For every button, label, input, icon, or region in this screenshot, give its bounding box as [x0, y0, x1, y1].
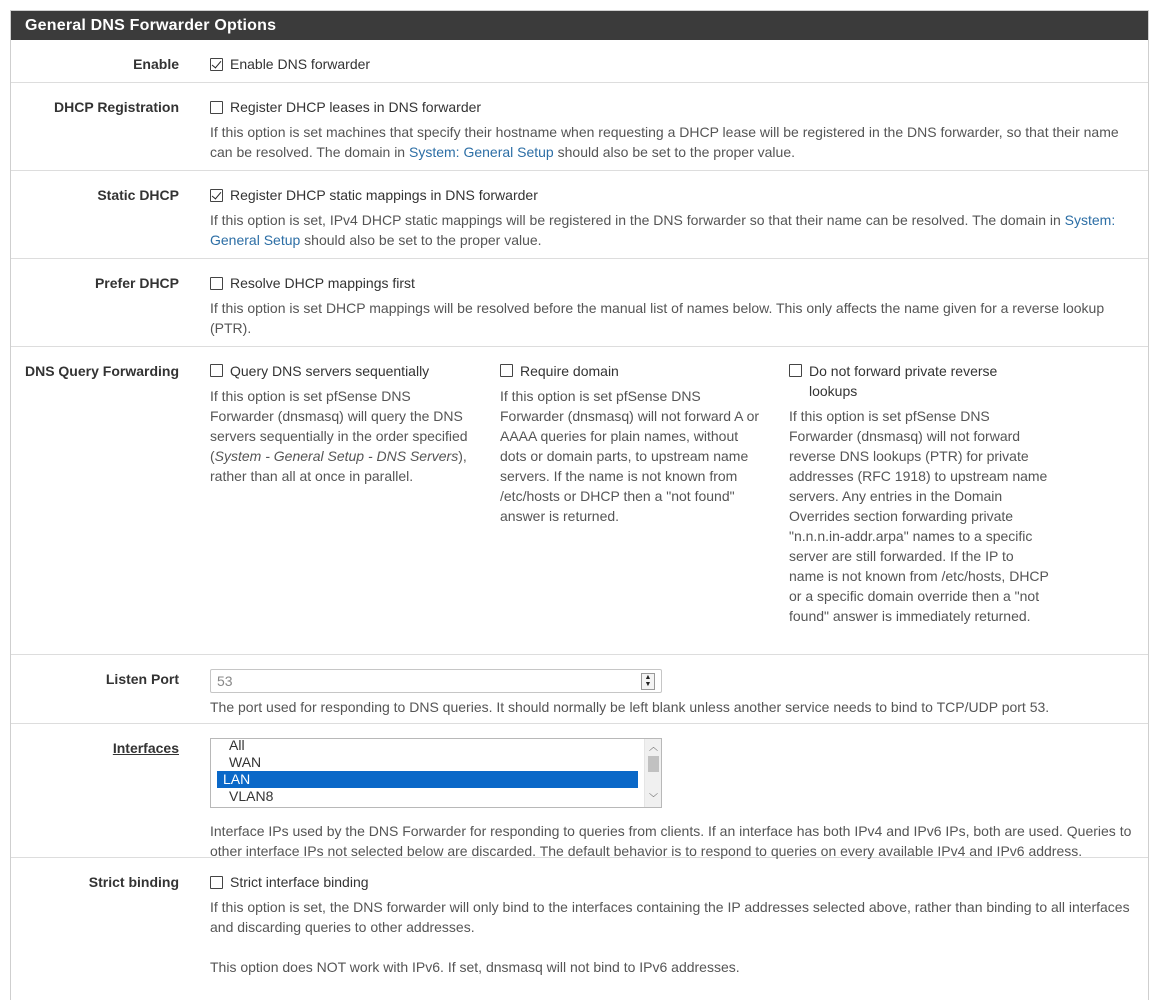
- static-dhcp-row: [11, 171, 1148, 259]
- scroll-up-icon[interactable]: ︿: [648, 742, 658, 752]
- dhcp-registration-row: [11, 83, 1148, 171]
- dns-query-forwarding-row: [11, 347, 1148, 655]
- checkbox-checked-icon[interactable]: [210, 58, 223, 71]
- dhcp-registration-help: [210, 122, 1142, 162]
- panel-title: General DNS Forwarder Options: [11, 11, 1148, 40]
- checkbox-checked-icon[interactable]: [210, 189, 223, 202]
- resolve-dhcp-first-checkbox[interactable]: [210, 273, 1142, 293]
- static-dhcp-label: Static DHCP: [97, 187, 179, 203]
- query-sequentially-checkbox[interactable]: [210, 361, 472, 381]
- system-general-setup-link[interactable]: System: General Setup: [210, 212, 1116, 248]
- require-domain-checkbox[interactable]: [500, 361, 762, 381]
- prefer-dhcp-checkbox-label: Resolve DHCP mappings first: [230, 275, 415, 291]
- listen-port-input[interactable]: [210, 669, 662, 693]
- prefer-dhcp-row: [11, 259, 1148, 347]
- help-text: should also be set to the proper value.: [553, 144, 796, 160]
- scroll-thumb[interactable]: [648, 756, 659, 772]
- checkbox-unchecked-icon[interactable]: [210, 364, 223, 377]
- help-italic-text: System - General Setup - DNS Servers: [214, 448, 459, 464]
- checkbox-unchecked-icon[interactable]: [210, 101, 223, 114]
- interface-option-wan[interactable]: WAN: [229, 754, 262, 770]
- spinner-down-icon[interactable]: ▼: [644, 681, 652, 688]
- checkbox-unchecked-icon[interactable]: [210, 277, 223, 290]
- dhcp-registration-checkbox-label: Register DHCP leases in DNS forwarder: [230, 99, 482, 115]
- enable-label: Enable: [133, 56, 179, 72]
- spinner-up-icon[interactable]: ▲: [644, 674, 652, 681]
- checkbox-unchecked-icon[interactable]: [789, 364, 802, 377]
- sequential-column: [210, 361, 472, 486]
- require-domain-help: If this option is set pfSense DNS Forwarder (dnsmasq) will not forward A or AAAA queries for plain names, without dots or domain parts, to upstream name servers. If the name is not known from /etc/hosts or DHCP then a "not found" answer is returned.: [500, 388, 760, 524]
- sequential-help: [210, 386, 472, 486]
- dns-query-forwarding-label: DNS Query Forwarding: [24, 363, 179, 379]
- listen-port-help: The port used for responding to DNS queries. It should normally be left blank unless another service needs to bind to TCP/UDP port 53.: [210, 699, 1050, 715]
- prefer-dhcp-help: If this option is set DHCP mappings will be resolved before the manual list of names below. This only affects the name given for a reverse lookup (PTR).: [210, 300, 1105, 336]
- checkbox-unchecked-icon[interactable]: [500, 364, 513, 377]
- private-reverse-column: [789, 361, 1051, 626]
- strict-interface-binding-checkbox[interactable]: [210, 872, 1142, 892]
- strict-binding-checkbox-label: Strict interface binding: [230, 874, 369, 890]
- scroll-down-icon[interactable]: ﹀: [648, 793, 658, 803]
- interface-option-vlan8[interactable]: VLAN8: [229, 788, 274, 804]
- help-text: If this option is set pfSense DNS Forwarder (dnsmasq) will query the DNS servers sequentially in the order specified (: [210, 388, 468, 464]
- private-reverse-help: If this option is set pfSense DNS Forwarder (dnsmasq) will not forward reverse DNS lookups (PTR) for private addresses (RFC 1918) to upstream name servers. Any entries in the Domain Overrides section forwarding private "n.n.n.in-addr.arpa" names to a specific server are still forwarded. If the IP to name is not known from /etc/hosts, DHCP or a specific domain override then a "not found" answer is immediately returned.: [789, 408, 1049, 624]
- interface-option-all[interactable]: All: [229, 738, 245, 753]
- strict-binding-help: If this option is set, the DNS forwarder will only bind to the interfaces containing the IP addresses selected above, rather than binding to all interfaces and discarding queries to other addresses.: [210, 899, 1130, 935]
- interfaces-label: Interfaces: [112, 740, 179, 756]
- listen-port-row: [11, 655, 1148, 724]
- listen-port-label: Listen Port: [105, 671, 179, 687]
- dns-forwarder-options-panel: [10, 10, 1149, 1000]
- sequential-checkbox-label: Query DNS servers sequentially: [230, 363, 430, 379]
- interfaces-row: [11, 724, 1148, 858]
- static-dhcp-checkbox-label: Register DHCP static mappings in DNS forwarder: [230, 187, 538, 203]
- static-dhcp-help: [210, 210, 1142, 250]
- interfaces-select[interactable]: [210, 738, 662, 808]
- enable-checkbox-label: Enable DNS forwarder: [230, 56, 371, 72]
- dhcp-registration-label: DHCP Registration: [54, 99, 179, 115]
- help-text: should also be set to the proper value.: [300, 232, 542, 248]
- interface-option-lan[interactable]: LAN: [217, 771, 638, 788]
- strict-binding-row: [11, 858, 1148, 988]
- strict-binding-label: Strict binding: [88, 874, 179, 890]
- enable-dns-forwarder-checkbox[interactable]: [210, 54, 1142, 74]
- checkbox-unchecked-icon[interactable]: [210, 876, 223, 889]
- help-text: If this option is set, IPv4 DHCP static mappings will be registered in the DNS forwarder so that their name can be resolved. The domain in: [210, 212, 1065, 228]
- listen-port-placeholder: 53: [217, 673, 233, 689]
- register-dhcp-leases-checkbox[interactable]: [210, 97, 1142, 117]
- enable-row: [11, 40, 1148, 83]
- system-general-setup-link[interactable]: System: General Setup: [408, 144, 554, 160]
- require-domain-checkbox-label: Require domain: [520, 363, 619, 379]
- listbox-scrollbar[interactable]: [644, 739, 661, 807]
- strict-binding-help-ipv6: This option does NOT work with IPv6. If set, dnsmasq will not bind to IPv6 addresses.: [210, 959, 740, 975]
- private-reverse-checkbox-label: Do not forward private reverse lookups: [809, 363, 998, 399]
- interfaces-help: Interface IPs used by the DNS Forwarder for responding to queries from clients. If an interface has both IPv4 and IPv6 IPs, both are used. Queries to other interface IPs not selected below are discarded. The default behavior is to respond to queries on every available IPv4 and IPv6 address.: [210, 823, 1132, 859]
- prefer-dhcp-label: Prefer DHCP: [94, 275, 179, 291]
- help-text: If this option is set machines that specify their hostname when requesting a DHCP lease will be registered in the DNS forwarder, so that their name can be resolved. The domain in: [210, 124, 1119, 160]
- register-static-mappings-checkbox[interactable]: [210, 185, 1142, 205]
- no-private-reverse-checkbox[interactable]: [789, 361, 1051, 401]
- require-domain-column: [500, 361, 762, 526]
- help-text: ), rather than all at once in parallel.: [210, 448, 467, 484]
- port-spinner[interactable]: [641, 673, 655, 690]
